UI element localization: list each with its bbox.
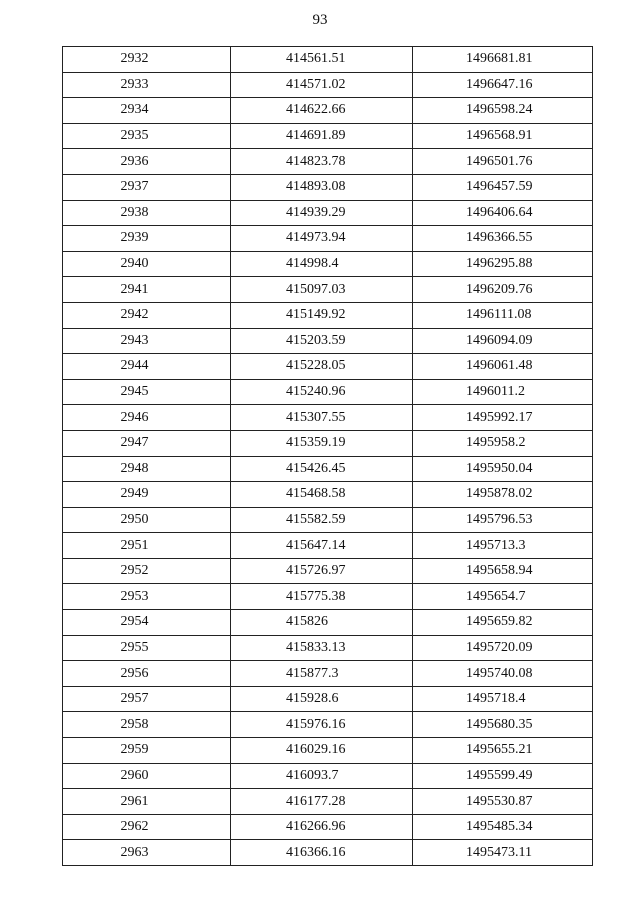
- x-coordinate-cell: 415097.03: [231, 277, 413, 303]
- y-coordinate-cell: 1495530.87: [413, 789, 593, 815]
- table-row: [63, 277, 593, 303]
- table-row: [63, 251, 593, 277]
- x-coordinate-cell: 415775.38: [231, 584, 413, 610]
- y-coordinate-cell: 1496457.59: [413, 174, 593, 200]
- table-row: [63, 200, 593, 226]
- point-number-cell: 2948: [63, 456, 231, 482]
- y-coordinate-cell: 1495958.2: [413, 430, 593, 456]
- x-coordinate-cell: 415976.16: [231, 712, 413, 738]
- table-row: [63, 686, 593, 712]
- y-coordinate-cell: 1496406.64: [413, 200, 593, 226]
- table-row: [63, 840, 593, 866]
- point-number-cell: 2939: [63, 226, 231, 252]
- table-row: [63, 558, 593, 584]
- point-number-cell: 2934: [63, 98, 231, 124]
- point-number-cell: 2960: [63, 763, 231, 789]
- point-number-cell: 2949: [63, 482, 231, 508]
- table-row: [63, 149, 593, 175]
- y-coordinate-cell: 1496111.08: [413, 302, 593, 328]
- x-coordinate-cell: 414622.66: [231, 98, 413, 124]
- table-row: [63, 763, 593, 789]
- table-row: [63, 533, 593, 559]
- table-row: [63, 98, 593, 124]
- x-coordinate-cell: 414998.4: [231, 251, 413, 277]
- table-row: [63, 226, 593, 252]
- point-number-cell: 2958: [63, 712, 231, 738]
- y-coordinate-cell: 1496061.48: [413, 354, 593, 380]
- y-coordinate-cell: 1496568.91: [413, 123, 593, 149]
- x-coordinate-cell: 415582.59: [231, 507, 413, 533]
- point-number-cell: 2957: [63, 686, 231, 712]
- table-row: [63, 635, 593, 661]
- table-row: [63, 379, 593, 405]
- y-coordinate-cell: 1495720.09: [413, 635, 593, 661]
- x-coordinate-cell: 414823.78: [231, 149, 413, 175]
- y-coordinate-cell: 1495878.02: [413, 482, 593, 508]
- point-number-cell: 2951: [63, 533, 231, 559]
- x-coordinate-cell: 414561.51: [231, 47, 413, 73]
- point-number-cell: 2943: [63, 328, 231, 354]
- point-number-cell: 2936: [63, 149, 231, 175]
- y-coordinate-cell: 1496295.88: [413, 251, 593, 277]
- point-number-cell: 2962: [63, 814, 231, 840]
- point-number-cell: 2956: [63, 661, 231, 687]
- x-coordinate-cell: 415228.05: [231, 354, 413, 380]
- y-coordinate-cell: 1495718.4: [413, 686, 593, 712]
- x-coordinate-cell: 416177.28: [231, 789, 413, 815]
- table-row: [63, 482, 593, 508]
- table-row: [63, 789, 593, 815]
- y-coordinate-cell: 1495950.04: [413, 456, 593, 482]
- x-coordinate-cell: 415240.96: [231, 379, 413, 405]
- table-row: [63, 610, 593, 636]
- x-coordinate-cell: 415468.58: [231, 482, 413, 508]
- point-number-cell: 2942: [63, 302, 231, 328]
- table-row: [63, 507, 593, 533]
- point-number-cell: 2937: [63, 174, 231, 200]
- point-number-cell: 2955: [63, 635, 231, 661]
- y-coordinate-cell: 1495740.08: [413, 661, 593, 687]
- x-coordinate-cell: 416366.16: [231, 840, 413, 866]
- point-number-cell: 2932: [63, 47, 231, 73]
- x-coordinate-cell: 414939.29: [231, 200, 413, 226]
- y-coordinate-cell: 1496011.2: [413, 379, 593, 405]
- x-coordinate-cell: 414973.94: [231, 226, 413, 252]
- table-row: [63, 47, 593, 73]
- table-row: [63, 328, 593, 354]
- coordinate-table-body: [63, 47, 593, 866]
- point-number-cell: 2945: [63, 379, 231, 405]
- x-coordinate-cell: 415203.59: [231, 328, 413, 354]
- table-row: [63, 123, 593, 149]
- x-coordinate-cell: 415726.97: [231, 558, 413, 584]
- x-coordinate-cell: 415647.14: [231, 533, 413, 559]
- table-row: [63, 738, 593, 764]
- point-number-cell: 2944: [63, 354, 231, 380]
- table-row: [63, 405, 593, 431]
- y-coordinate-cell: 1495654.7: [413, 584, 593, 610]
- y-coordinate-cell: 1496366.55: [413, 226, 593, 252]
- y-coordinate-cell: 1495655.21: [413, 738, 593, 764]
- coordinate-table: [62, 46, 593, 866]
- y-coordinate-cell: 1495473.11: [413, 840, 593, 866]
- point-number-cell: 2959: [63, 738, 231, 764]
- y-coordinate-cell: 1496598.24: [413, 98, 593, 124]
- table-row: [63, 72, 593, 98]
- table-row: [63, 302, 593, 328]
- x-coordinate-cell: 416029.16: [231, 738, 413, 764]
- x-coordinate-cell: 415307.55: [231, 405, 413, 431]
- x-coordinate-cell: 415826: [231, 610, 413, 636]
- table-row: [63, 661, 593, 687]
- point-number-cell: 2935: [63, 123, 231, 149]
- x-coordinate-cell: 415359.19: [231, 430, 413, 456]
- y-coordinate-cell: 1495599.49: [413, 763, 593, 789]
- point-number-cell: 2952: [63, 558, 231, 584]
- point-number-cell: 2954: [63, 610, 231, 636]
- x-coordinate-cell: 415877.3: [231, 661, 413, 687]
- coordinate-table-container: [62, 46, 592, 866]
- x-coordinate-cell: 416266.96: [231, 814, 413, 840]
- x-coordinate-cell: 415426.45: [231, 456, 413, 482]
- point-number-cell: 2938: [63, 200, 231, 226]
- y-coordinate-cell: 1496647.16: [413, 72, 593, 98]
- page-number: 93: [312, 12, 328, 28]
- point-number-cell: 2946: [63, 405, 231, 431]
- point-number-cell: 2963: [63, 840, 231, 866]
- point-number-cell: 2933: [63, 72, 231, 98]
- point-number-cell: 2953: [63, 584, 231, 610]
- point-number-cell: 2950: [63, 507, 231, 533]
- point-number-cell: 2940: [63, 251, 231, 277]
- table-row: [63, 354, 593, 380]
- y-coordinate-cell: 1496094.09: [413, 328, 593, 354]
- y-coordinate-cell: 1495658.94: [413, 558, 593, 584]
- table-row: [63, 174, 593, 200]
- y-coordinate-cell: 1495485.34: [413, 814, 593, 840]
- x-coordinate-cell: 414691.89: [231, 123, 413, 149]
- x-coordinate-cell: 414571.02: [231, 72, 413, 98]
- y-coordinate-cell: 1496501.76: [413, 149, 593, 175]
- y-coordinate-cell: 1495713.3: [413, 533, 593, 559]
- table-row: [63, 712, 593, 738]
- table-row: [63, 584, 593, 610]
- point-number-cell: 2961: [63, 789, 231, 815]
- point-number-cell: 2947: [63, 430, 231, 456]
- x-coordinate-cell: 416093.7: [231, 763, 413, 789]
- point-number-cell: 2941: [63, 277, 231, 303]
- y-coordinate-cell: 1496209.76: [413, 277, 593, 303]
- x-coordinate-cell: 414893.08: [231, 174, 413, 200]
- x-coordinate-cell: 415833.13: [231, 635, 413, 661]
- y-coordinate-cell: 1495992.17: [413, 405, 593, 431]
- y-coordinate-cell: 1495680.35: [413, 712, 593, 738]
- y-coordinate-cell: 1496681.81: [413, 47, 593, 73]
- x-coordinate-cell: 415149.92: [231, 302, 413, 328]
- x-coordinate-cell: 415928.6: [231, 686, 413, 712]
- table-row: [63, 430, 593, 456]
- table-row: [63, 456, 593, 482]
- table-row: [63, 814, 593, 840]
- y-coordinate-cell: 1495796.53: [413, 507, 593, 533]
- y-coordinate-cell: 1495659.82: [413, 610, 593, 636]
